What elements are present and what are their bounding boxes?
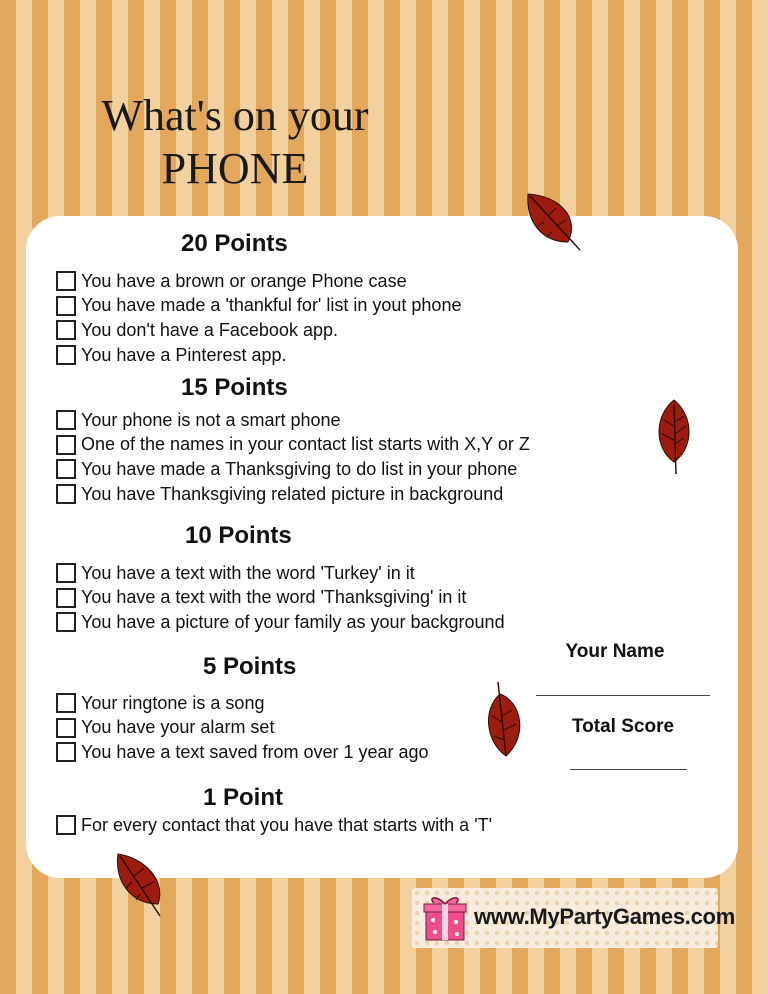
- list-item[interactable]: [56, 691, 429, 716]
- list-item[interactable]: [56, 457, 530, 482]
- list-item[interactable]: [56, 740, 429, 765]
- checkbox[interactable]: [56, 410, 76, 430]
- list-item[interactable]: [56, 561, 505, 586]
- section-heading-15-points: 15 Points: [181, 374, 288, 401]
- checkbox[interactable]: [56, 484, 76, 504]
- checkbox[interactable]: [56, 271, 76, 291]
- title-line-2: PHONE: [161, 144, 309, 193]
- checkbox[interactable]: [56, 693, 76, 713]
- item-text: One of the names in your contact list starts with X,Y or Z: [81, 434, 530, 455]
- list-item[interactable]: [56, 433, 530, 458]
- list-item[interactable]: [56, 586, 505, 611]
- list-item[interactable]: [56, 482, 530, 507]
- item-text: For every contact that you have that starts with a 'T': [81, 814, 493, 835]
- list-item[interactable]: [56, 294, 461, 319]
- checkbox[interactable]: [56, 563, 76, 583]
- checkbox[interactable]: [56, 815, 76, 835]
- section-heading-5-points: 5 Points: [203, 653, 297, 680]
- item-text: You have made a Thanksgiving to do list in your phone: [81, 458, 518, 479]
- section-heading-10-points: 10 Points: [185, 522, 292, 549]
- leaf-icon: [650, 396, 696, 476]
- total-score-line[interactable]: [570, 769, 687, 770]
- checkbox[interactable]: [56, 612, 76, 632]
- item-text: You have a Pinterest app.: [81, 344, 287, 365]
- website-link[interactable]: www.MyPartyGames.com: [474, 904, 735, 929]
- total-score-label: Total Score: [571, 716, 675, 737]
- item-text: You don't have a Facebook app.: [81, 319, 338, 340]
- your-name-line[interactable]: [536, 695, 710, 696]
- checkbox[interactable]: [56, 588, 76, 608]
- list-item[interactable]: [56, 716, 429, 741]
- leaf-icon: [520, 188, 584, 254]
- list-item[interactable]: [56, 610, 505, 635]
- item-text: Your phone is not a smart phone: [81, 409, 341, 430]
- item-text: You have a brown or orange Phone case: [81, 270, 407, 291]
- list-item[interactable]: [56, 269, 461, 294]
- item-text: Your ringtone is a song: [81, 692, 265, 713]
- checkbox[interactable]: [56, 718, 76, 738]
- item-text: You have made a 'thankful for' list in yout phone: [81, 295, 462, 316]
- section-list-20-points: [56, 269, 461, 367]
- checkbox[interactable]: [56, 435, 76, 455]
- list-item[interactable]: [56, 813, 492, 838]
- title-line-1: What's on your: [101, 91, 369, 140]
- leaf-icon: [480, 680, 528, 762]
- checkbox[interactable]: [56, 742, 76, 762]
- checkbox[interactable]: [56, 459, 76, 479]
- section-heading-1-point: 1 Point: [203, 784, 284, 811]
- page-title: [0, 92, 470, 194]
- section-list-10-points: [56, 561, 505, 635]
- section-list-15-points: [56, 408, 530, 506]
- leaf-icon: [110, 848, 170, 918]
- item-text: You have a picture of your family as your background: [81, 611, 505, 632]
- item-text: You have Thanksgiving related picture in background: [81, 483, 504, 504]
- item-text: You have a text saved from over 1 year ago: [81, 741, 429, 762]
- section-list-1-point: [56, 813, 492, 838]
- item-text: You have a text with the word 'Turkey' in it: [81, 562, 415, 583]
- item-text: You have a text with the word 'Thanksgiving' in it: [81, 587, 467, 608]
- checkbox[interactable]: [56, 320, 76, 340]
- list-item[interactable]: [56, 408, 530, 433]
- section-list-5-points: [56, 691, 429, 765]
- gift-icon: [422, 892, 468, 944]
- section-heading-20-points: 20 Points: [181, 230, 288, 257]
- your-name-label: Your Name: [565, 641, 665, 662]
- website-banner[interactable]: [412, 888, 735, 948]
- list-item[interactable]: [56, 343, 461, 368]
- item-text: You have your alarm set: [81, 717, 275, 738]
- checkbox[interactable]: [56, 345, 76, 365]
- checkbox[interactable]: [56, 296, 76, 316]
- list-item[interactable]: [56, 318, 461, 343]
